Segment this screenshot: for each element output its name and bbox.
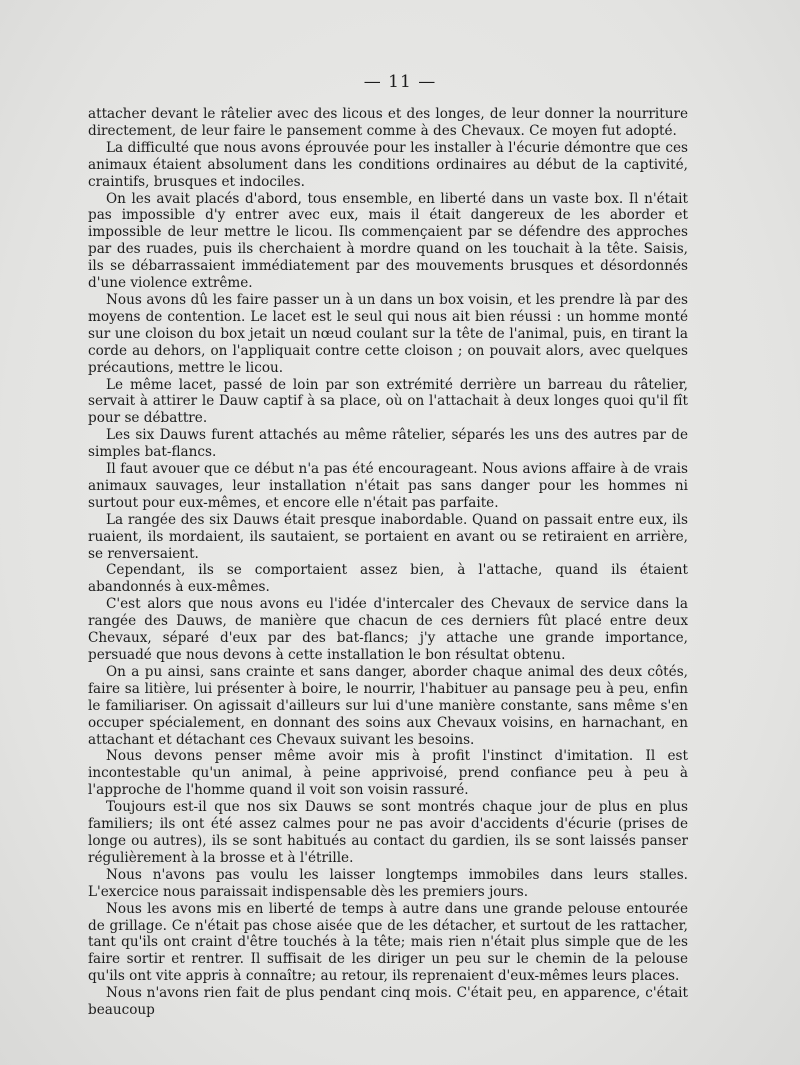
paragraph-7: Il faut avouer que ce début n'a pas été encourageant. Nous avions affaire à de vrais animaux sauvages, leur installation n'était pas sans danger pour les hommes ni surtout pour eux-mêmes, et encore elle n'était pas parfaite. — [88, 461, 688, 511]
paragraph-10: C'est alors que nous avons eu l'idée d'intercaler des Chevaux de service dans la rangée des Dauws, de manière que chacun de ces derniers fût placé entre deux Chevaux, séparé d'eux par des bat-flancs; j'y attache une grande importance, persuadé que nous devons à cette installation le bon résultat obtenu. — [88, 596, 688, 663]
paragraph-13: Toujours est-il que nos six Dauws se sont montrés chaque jour de plus en plus familiers; ils ont été assez calmes pour ne pas avoir d'accidents d'écurie (prises de longe ou autres), ils se sont habitués au contact du gardien, ils se sont laissés panser régulièrement à la brosse et à l'étrille. — [88, 799, 688, 866]
paragraph-11: On a pu ainsi, sans crainte et sans danger, aborder chaque animal des deux côtés, faire sa litière, lui présenter à boire, le nourrir, l'habituer au pansage peu à peu, enfin le familiariser. On agissait d'ailleurs sur lui d'une manière constante, sans même s'en occuper spécialement, en donnant des soins aux Chevaux voisins, en harnachant, en attachant et détachant ces Chevaux suivant les besoins. — [88, 663, 688, 748]
paragraph-5: Le même lacet, passé de loin par son extrémité derrière un barreau du râtelier, servait à attirer le Dauw captif à sa place, où on l'attachait à deux longes quoi qu'il fît pour se débattre. — [88, 376, 688, 427]
paragraph-14: Nous n'avons pas voulu les laisser longtemps immobiles dans leurs stalles. L'exercice nous paraissait indispensable dès les premiers jours. — [88, 866, 688, 900]
paragraph-6: Les six Dauws furent attachés au même râtelier, séparés les uns des autres par de simples bat-flancs. — [88, 427, 688, 461]
paragraph-3: On les avait placés d'abord, tous ensemble, en liberté dans un vaste box. Il n'était pas impossible d'y entrer avec eux, mais il était dangereux de les aborder et impossible de leur mettre le licou. Ils commençaient par se défendre des approches par des ruades, puis ils cherchaient à mordre quand on les touchait à la tête. Saisis, ils se débarrassaient immédiatement par des mouvements brusques et désordonnés d'une violence extrême. — [88, 190, 688, 292]
body-text — [88, 106, 688, 1019]
paragraph-16: Nous n'avons rien fait de plus pendant cinq mois. C'était peu, en apparence, c'était beaucoup — [88, 985, 688, 1019]
paragraph-9: Cependant, ils se comportaient assez bien, à l'attache, quand ils étaient abandonnés à eux-mêmes. — [88, 562, 688, 596]
paragraph-15: Nous les avons mis en liberté de temps à autre dans une grande pelouse entourée de grillage. Ce n'était pas chose aisée que de les détacher, et surtout de les rattacher, tant qu'ils ont craint d'être touchés à la tête; mais rien n'était plus simple que de les faire sortir et rentrer. Il suffisait de les diriger un peu sur le chemin de la pelouse qu'ils ont vite appris à connaître; au retour, ils reprenaient d'eux-mêmes leurs places. — [88, 900, 688, 985]
paragraph-2: La difficulté que nous avons éprouvée pour les installer à l'écurie démontre que ces animaux étaient absolument dans les conditions ordinaires au début de la captivité, craintifs, brusques et indociles. — [88, 139, 688, 190]
page-number: — 11 — — [363, 72, 437, 92]
paragraph-4: Nous avons dû les faire passer un à un dans un box voisin, et les prendre là par des moyens de contention. Le lacet est le seul qui nous ait bien réussi : un homme monté sur une cloison du box jetait un nœud coulant sur la tête de l'animal, puis, en tirant la corde au dehors, on l'appliquait contre cette cloison ; on pouvait alors, avec quelques précautions, mettre le licou. — [88, 291, 688, 376]
paragraph-8: La rangée des six Dauws était presque inabordable. Quand on passait entre eux, ils ruaient, ils mordaient, ils sautaient, se portaient en avant ou se retiraient en arrière, se renversaient. — [88, 511, 688, 562]
paragraph-1: attacher devant le râtelier avec des licous et des longes, de leur donner la nourriture directement, de leur faire le pansement comme à des Chevaux. Ce moyen fut adopté. — [88, 106, 688, 139]
paragraph-12: Nous devons penser même avoir mis à profit l'instinct d'imitation. Il est incontestable qu'un animal, à peine apprivoisé, prend confiance peu à peu à l'approche de l'homme quand il voit son voisin rassuré. — [88, 748, 688, 799]
